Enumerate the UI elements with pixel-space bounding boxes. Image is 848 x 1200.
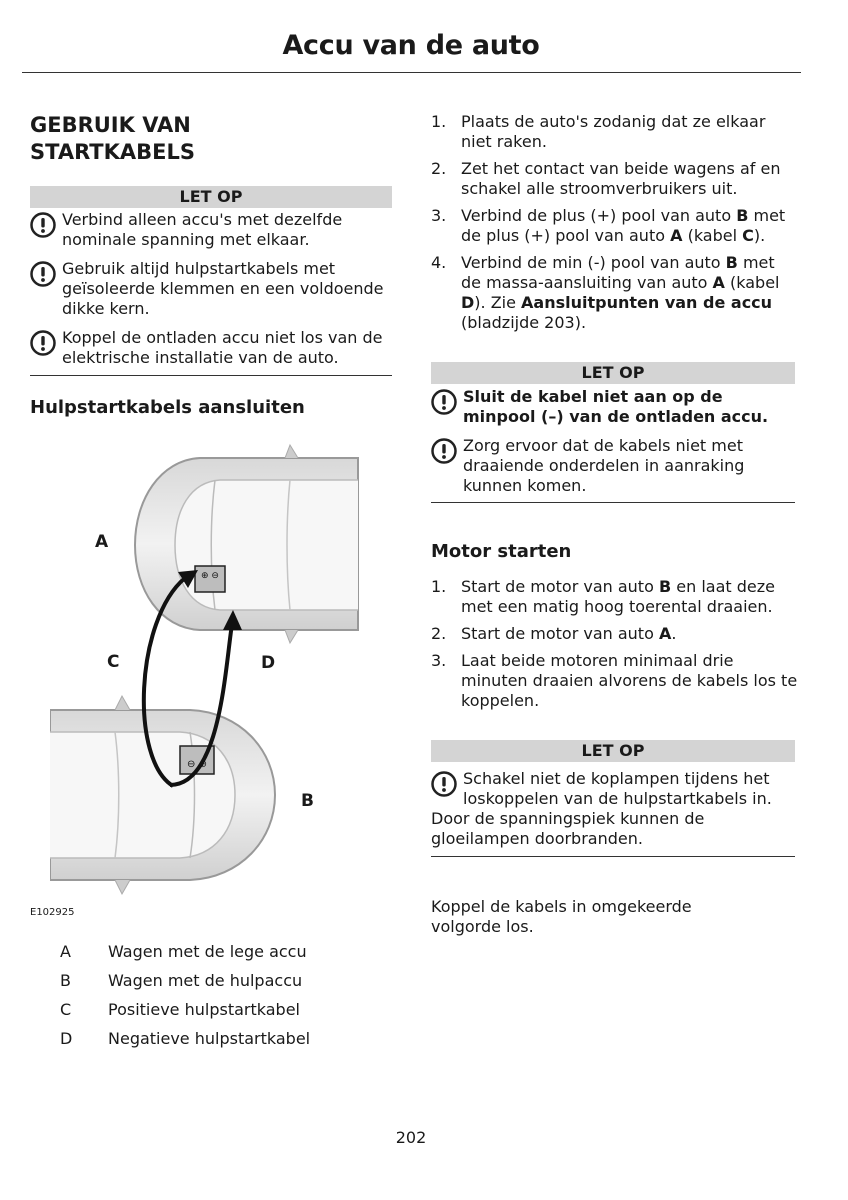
text-run: (kabel <box>682 226 743 245</box>
step-number: 1. <box>431 577 447 596</box>
section-title <box>30 112 195 166</box>
warning-item <box>30 259 392 319</box>
warning-item <box>431 769 795 809</box>
step-item <box>431 577 799 617</box>
text-run: Start de motor van auto <box>461 624 659 643</box>
step-number: 3. <box>431 651 447 670</box>
diagram-label-a: A <box>95 532 109 552</box>
warning-divider <box>431 856 795 857</box>
page-title: Accu van de auto <box>282 30 540 61</box>
bold-run: B <box>658 577 672 596</box>
text-run: met de massa-aansluiting van auto <box>461 253 775 292</box>
warning-text: Verbind alleen accu's met dezelfde nominale spanning met elkaar. <box>62 210 343 249</box>
warning-box-1 <box>30 186 392 376</box>
bold-run: B <box>736 206 749 225</box>
warning-divider <box>431 502 795 503</box>
step-number: 3. <box>431 206 447 225</box>
battery-b-terminals: ⊖ ⊕ <box>187 759 207 770</box>
battery-a <box>195 566 225 592</box>
diagram-label-b: B <box>301 791 314 811</box>
step-item <box>431 159 799 199</box>
step-number: 2. <box>431 624 447 643</box>
subheading: Hulpstartkabels aansluiten <box>30 397 305 418</box>
warning-item <box>30 328 392 368</box>
car-a <box>135 445 358 643</box>
car-b <box>50 696 275 894</box>
step-item <box>431 624 799 644</box>
legend-row <box>30 971 390 991</box>
legend-row <box>30 1000 390 1020</box>
legend-row <box>30 942 390 962</box>
text-run: ). Zie <box>474 293 522 312</box>
subheading: Motor starten <box>431 541 572 562</box>
warning-text: Gebruik altijd hulpstartkabels met geïsoleerde klemmen en een voldoende dikke kern. <box>62 259 384 318</box>
warning-box-2 <box>431 362 795 503</box>
closing-paragraph: Koppel de kabels in omgekeerde volgorde los. <box>431 897 692 936</box>
warning-divider <box>30 375 392 376</box>
warning-text: Sluit de kabel niet aan op de minpool (–) van de ontladen accu. <box>463 387 769 426</box>
page-number: 202 <box>395 1128 427 1147</box>
figure-code: E102925 <box>30 907 75 918</box>
warning-item <box>30 210 392 250</box>
section-title-line-2: STARTKABELS <box>30 140 196 164</box>
text-run: met de plus (+) pool van auto <box>461 206 786 245</box>
step-item <box>431 206 799 246</box>
warning-header: LET OP <box>431 362 795 384</box>
legend-key: C <box>60 1000 72 1019</box>
text-run: Verbind de min (-) pool van auto <box>461 253 726 272</box>
step-text <box>461 624 799 644</box>
legend-key: B <box>60 971 71 990</box>
step-item <box>431 651 799 711</box>
text-run: . <box>671 624 677 643</box>
warning-header: LET OP <box>431 740 795 762</box>
step-text: Laat beide motoren minimaal drie minuten draaien alvorens de kabels los te koppelen. <box>461 651 798 710</box>
step-item <box>431 253 799 333</box>
warning-text-continued: Door de spanningspiek kunnen de gloeilampen doorbranden. <box>431 809 705 848</box>
section-title-line-1: GEBRUIK VAN <box>30 113 191 137</box>
diagram-label-d: D <box>261 653 276 673</box>
battery-a-terminals: ⊕ ⊖ <box>201 571 219 581</box>
text-run: (kabel <box>724 273 780 292</box>
step-text: Plaats de auto's zodanig dat ze elkaar niet raken. <box>461 112 766 151</box>
legend-text: Wagen met de hulpaccu <box>108 971 303 990</box>
warning-box-3 <box>431 740 795 857</box>
warning-icon <box>30 212 56 238</box>
warning-text: Schakel niet de koplampen tijdens het loskoppelen van de hulpstartkabels in. <box>463 769 772 808</box>
text-run: (bladzijde 203). <box>461 313 587 332</box>
start-steps <box>431 577 799 718</box>
legend-key: A <box>60 942 71 961</box>
legend-text: Negatieve hulpstartkabel <box>108 1029 311 1048</box>
bold-run: B <box>725 253 738 272</box>
warning-icon <box>30 261 56 287</box>
diagram-label-c: C <box>107 652 120 672</box>
step-number: 1. <box>431 112 447 131</box>
warning-text: Koppel de ontladen accu niet los van de elektrische installatie van de auto. <box>62 328 383 367</box>
warning-icon <box>30 330 56 356</box>
text-run: ). <box>753 226 766 245</box>
legend-text: Positieve hulpstartkabel <box>108 1000 300 1019</box>
cross-reference-link[interactable]: Aansluitpunten van de accu <box>521 293 773 312</box>
bold-run: A <box>670 226 683 245</box>
step-text <box>461 206 799 246</box>
warning-icon <box>431 438 457 464</box>
step-item <box>431 112 799 152</box>
bold-run: C <box>742 226 754 245</box>
warning-text: Zorg ervoor dat de kabels niet met draaiende onderdelen in aanraking kunnen komen. <box>463 436 745 495</box>
text-run: Verbind de plus (+) pool van auto <box>461 206 737 225</box>
step-text <box>461 253 799 333</box>
connect-steps <box>431 112 799 340</box>
warning-item <box>431 387 795 427</box>
legend-key: D <box>60 1029 73 1048</box>
warning-icon <box>431 771 457 797</box>
step-text: Zet het contact van beide wagens af en schakel alle stroomverbruikers uit. <box>461 159 781 198</box>
jump-start-diagram <box>50 440 360 910</box>
bold-run: D <box>461 293 475 312</box>
legend-text: Wagen met de lege accu <box>108 942 307 961</box>
text-run: Start de motor van auto <box>461 577 659 596</box>
header-divider <box>22 72 801 73</box>
warning-icon <box>431 389 457 415</box>
step-number: 2. <box>431 159 447 178</box>
bold-run: A <box>658 624 672 643</box>
diagram-legend <box>30 942 390 1058</box>
warning-item <box>431 436 795 496</box>
legend-row <box>30 1029 390 1049</box>
bold-run: A <box>712 273 725 292</box>
step-number: 4. <box>431 253 447 272</box>
text-run: en laat deze met een matig hoog toerental draaien. <box>461 577 775 616</box>
warning-header: LET OP <box>30 186 392 208</box>
step-text <box>461 577 799 617</box>
